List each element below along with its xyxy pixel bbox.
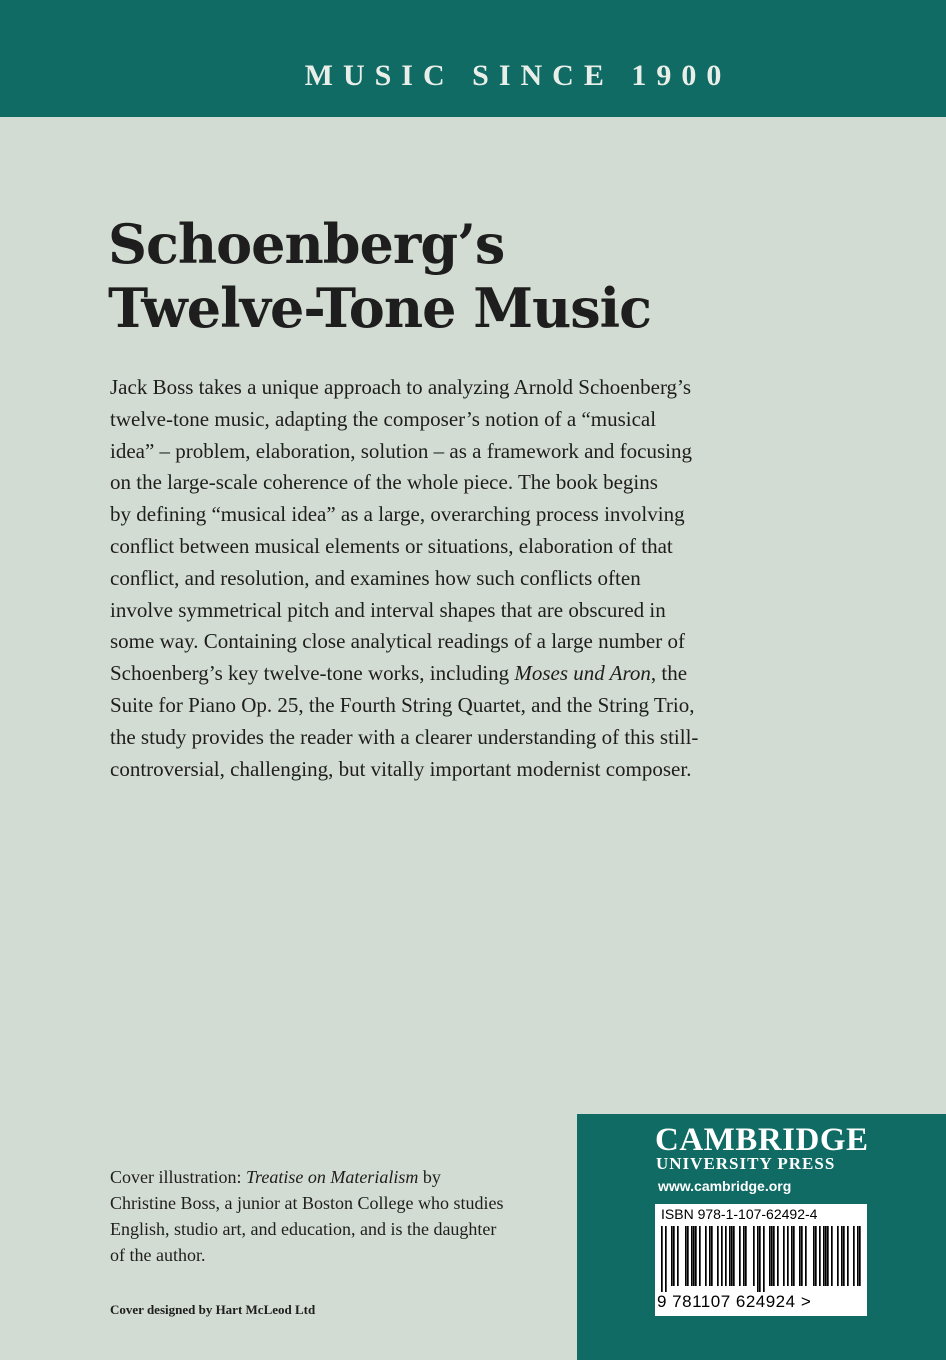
barcode-bar [661, 1226, 663, 1292]
barcode-bar [843, 1226, 845, 1286]
book-title-line-1: Schoenberg’s [108, 212, 505, 276]
work-title-moses-und-aron: Moses und Aron [514, 661, 651, 686]
credit-line: of the author. [110, 1245, 206, 1265]
barcode-bar [677, 1226, 679, 1286]
book-title [108, 212, 808, 340]
barcode-bar [687, 1226, 689, 1286]
barcode-bar [763, 1226, 765, 1292]
series-title: MUSIC SINCE 1900 [304, 59, 732, 92]
barcode [661, 1226, 861, 1292]
barcode-bar [819, 1226, 821, 1286]
description-line: conflict, and resolution, and examines how such conflicts often [110, 565, 641, 590]
barcode-bar [859, 1226, 861, 1286]
description-line: Suite for Piano Op. 25, the Fourth String Quartet, and the String Trio, [110, 692, 695, 717]
credit-line: English, studio art, and education, and is the daughter [110, 1219, 497, 1239]
barcode-bar [757, 1226, 759, 1292]
barcode-bar [791, 1226, 793, 1286]
credit-prefix: Cover illustration: [110, 1167, 246, 1187]
barcode-bar [729, 1226, 731, 1286]
cover-designer-credit: Cover designed by Hart McLeod Ltd [110, 1302, 316, 1317]
barcode-bar [769, 1226, 771, 1286]
barcode-bar [841, 1226, 843, 1286]
barcode-bar [673, 1226, 675, 1286]
barcode-bar [777, 1226, 779, 1286]
barcode-bar [823, 1226, 825, 1286]
barcode-bar [825, 1226, 827, 1286]
book-title-line-2: Twelve-Tone Music [108, 276, 652, 340]
barcode-bar [753, 1226, 755, 1286]
description-line: conflict between musical elements or situations, elaboration of that [110, 533, 673, 558]
description-line [110, 658, 750, 690]
barcode-bar [847, 1226, 849, 1286]
publisher-url: www.cambridge.org [658, 1178, 792, 1194]
barcode-bar [805, 1226, 807, 1286]
barcode-bar [745, 1226, 747, 1286]
barcode-bar [671, 1226, 673, 1286]
barcode-bar [699, 1226, 701, 1286]
barcode-bar [705, 1226, 707, 1286]
publisher-panel [577, 1114, 946, 1360]
barcode-bar [721, 1226, 723, 1286]
description-line: the study provides the reader with a clearer understanding of this still- [110, 724, 699, 749]
barcode-bar [725, 1226, 727, 1286]
barcode-bar [815, 1226, 817, 1286]
barcode-bar [711, 1226, 713, 1286]
barcode-bar [731, 1226, 733, 1286]
description-line: by defining “musical idea” as a large, overarching process involving [110, 502, 685, 527]
description-line: Jack Boss takes a unique approach to analyzing Arnold Schoenberg’s [110, 375, 692, 399]
publisher-logo-name: CAMBRIDGE [655, 1122, 869, 1158]
barcode-bar [827, 1226, 829, 1286]
barcode-bar [801, 1226, 803, 1286]
publisher-logo-subname: UNIVERSITY PRESS [656, 1154, 836, 1173]
barcode-bar [759, 1226, 761, 1292]
artwork-title: Treatise on Materialism [245, 1167, 419, 1187]
barcode-bar [743, 1226, 745, 1286]
barcode-bar [771, 1226, 773, 1286]
barcode-bar [695, 1226, 697, 1286]
barcode-bar [787, 1226, 789, 1286]
credit-line [110, 1164, 550, 1190]
cover-illustration-credit [110, 1164, 550, 1268]
credit-line: Christine Boss, a junior at Boston College who studies [110, 1193, 504, 1213]
description-line: on the large-scale coherence of the whole piece. The book begins [110, 470, 658, 495]
barcode-bar [831, 1226, 833, 1286]
barcode-bar [691, 1226, 693, 1286]
barcode-bar [685, 1226, 687, 1286]
description-line: twelve-tone music, adapting the composer’s notion of a “musical [110, 406, 657, 431]
barcode-bar [853, 1226, 855, 1286]
barcode-bar [857, 1226, 859, 1286]
barcode-box [655, 1204, 867, 1316]
barcode-bar [813, 1226, 815, 1286]
book-description [110, 372, 750, 785]
barcode-digits: 9 781107 624924 > [657, 1292, 812, 1311]
barcode-bar [717, 1226, 719, 1286]
barcode-bar [837, 1226, 839, 1286]
barcode-bar [693, 1226, 695, 1286]
description-text: Schoenberg’s key twelve-tone works, including [110, 661, 515, 686]
barcode-bar [793, 1226, 795, 1286]
description-line: involve symmetrical pitch and interval shapes that are obscured in [110, 597, 666, 622]
barcode-bar [783, 1226, 785, 1286]
barcode-bar [773, 1226, 775, 1286]
barcode-bar [709, 1226, 711, 1286]
description-line: idea” – problem, elaboration, solution – as a framework and focusing [110, 438, 692, 463]
description-text: , the [650, 661, 688, 686]
description-line: controversial, challenging, but vitally important modernist composer. [110, 756, 692, 781]
barcode-bar [665, 1226, 667, 1292]
isbn-label: ISBN 978-1-107-62492-4 [661, 1206, 818, 1222]
credit-suffix: by [418, 1167, 441, 1187]
barcode-bar [733, 1226, 735, 1286]
barcode-bar [739, 1226, 741, 1286]
description-line: some way. Containing close analytical readings of a large number of [110, 629, 685, 654]
barcode-bar [799, 1226, 801, 1286]
